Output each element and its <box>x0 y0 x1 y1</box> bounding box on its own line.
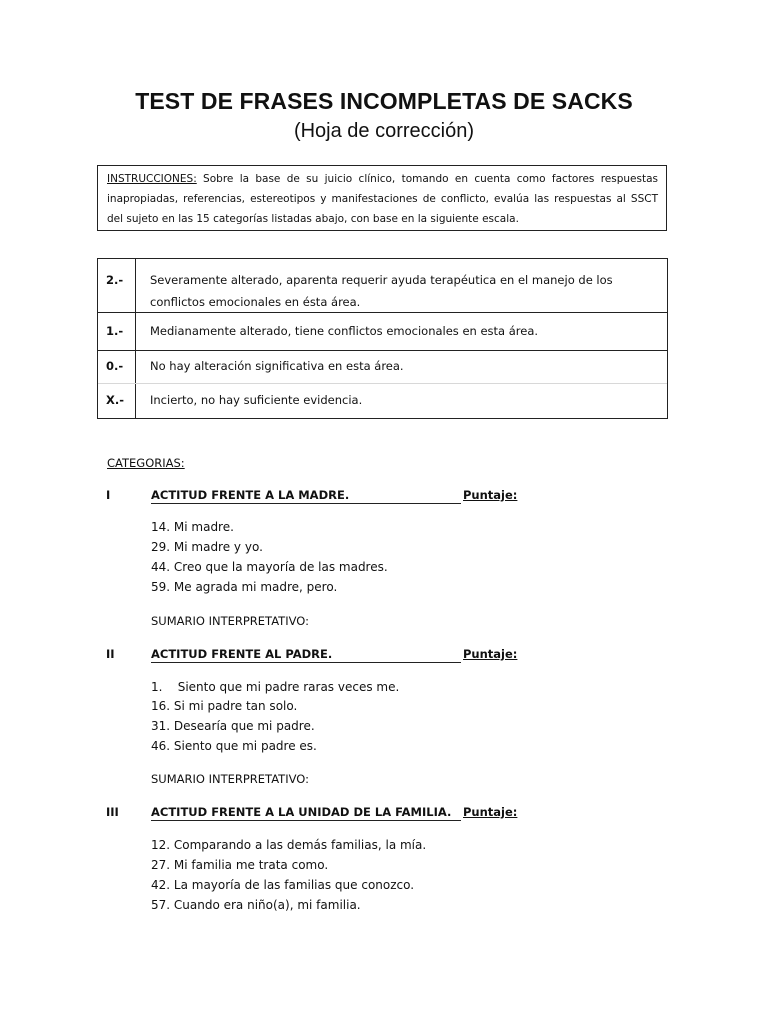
list-item: 1. Siento que mi padre raras veces me. <box>151 680 400 694</box>
list-item: 44. Creo que la mayoría de las madres. <box>151 560 388 574</box>
scale-code: 2.- <box>98 259 136 312</box>
scale-description: Medianamente alterado, tiene conflictos emocionales en esta área. <box>150 324 539 338</box>
score-label: Puntaje: <box>463 488 518 502</box>
scale-table <box>97 258 668 419</box>
category-title <box>151 647 461 663</box>
scale-description: Incierto, no hay suficiente evidencia. <box>150 393 363 407</box>
category-numeral: III <box>106 805 119 819</box>
scale-row <box>98 312 667 350</box>
scale-row <box>98 383 667 418</box>
instructions-box <box>97 165 667 231</box>
list-item: 31. Desearía que mi padre. <box>151 719 315 733</box>
document-title: TEST DE FRASES INCOMPLETAS DE SACKS <box>135 88 633 114</box>
document-subtitle: (Hoja de corrección) <box>293 120 475 142</box>
list-item: 12. Comparando a las demás familias, la mía. <box>151 838 427 852</box>
summary-label: SUMARIO INTERPRETATIVO: <box>151 772 309 786</box>
category-title <box>151 488 461 504</box>
category-numeral: I <box>106 488 111 502</box>
list-item: 16. Si mi padre tan solo. <box>151 699 298 713</box>
category-title-text: ACTITUD FRENTE A LA UNIDAD DE LA FAMILIA. <box>151 805 461 821</box>
instructions-text: Sobre la base de su juicio clínico, tomando en cuenta como factores respuestas inapropiadas, referencias, estereotipos y manifestaciones de conflicto, evalúa las respuestas al SSCT del sujeto en las 15 categorías listadas abajo, con base en la siguiente escala. <box>107 173 658 225</box>
scale-description: No hay alteración significativa en esta área. <box>150 359 404 373</box>
list-item: 29. Mi madre y yo. <box>151 540 263 554</box>
score-label: Puntaje: <box>463 805 518 819</box>
instructions-label: INSTRUCCIONES: <box>107 173 197 185</box>
score-label: Puntaje: <box>463 647 518 661</box>
scale-code: X.- <box>98 384 136 418</box>
category-numeral: II <box>106 647 115 661</box>
category-title <box>151 805 461 821</box>
list-item: 57. Cuando era niño(a), mi familia. <box>151 898 361 912</box>
category-title-text: ACTITUD FRENTE A LA MADRE. <box>151 488 461 504</box>
scale-row <box>98 350 667 383</box>
list-item: 27. Mi familia me trata como. <box>151 858 329 872</box>
summary-label: SUMARIO INTERPRETATIVO: <box>151 614 309 628</box>
list-item: 14. Mi madre. <box>151 520 234 534</box>
list-item: 42. La mayoría de las familias que conozco. <box>151 878 415 892</box>
scale-code: 0.- <box>98 351 136 383</box>
list-item: 46. Siento que mi padre es. <box>151 739 317 753</box>
scale-description: Severamente alterado, aparenta requerir ayuda terapéutica en el manejo de los conflictos emocionales en ésta área. <box>150 273 613 309</box>
scale-code: 1.- <box>98 313 136 350</box>
scale-row <box>98 259 667 312</box>
list-item: 59. Me agrada mi madre, pero. <box>151 580 338 594</box>
category-title-text: ACTITUD FRENTE AL PADRE. <box>151 647 461 663</box>
categories-heading: CATEGORIAS: <box>107 456 185 470</box>
